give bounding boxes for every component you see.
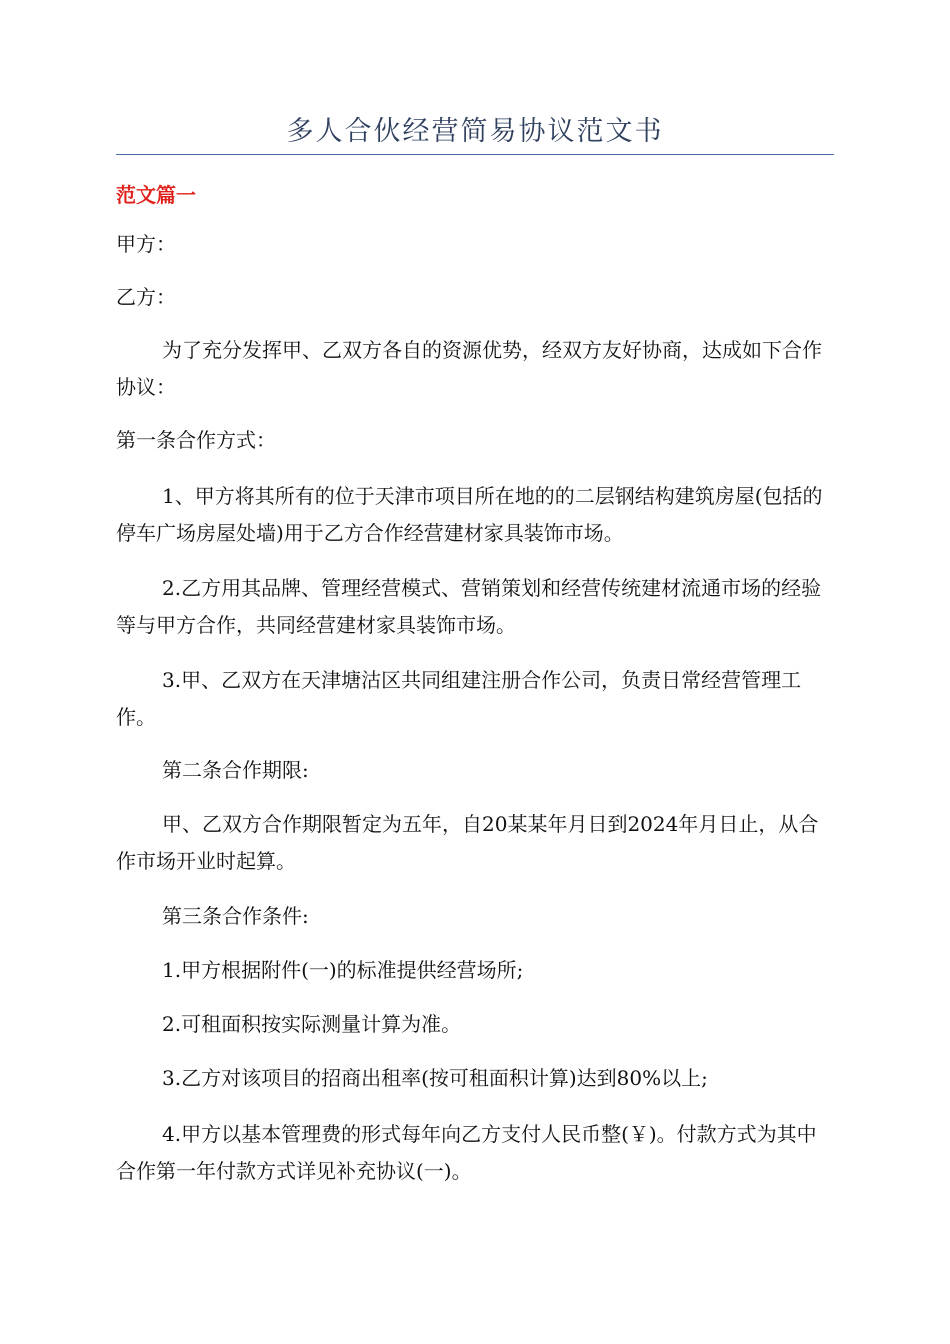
article-1-item-1: 1、甲方将其所有的位于天津市项目所在地的的二层钢结构建筑房屋(包括的停车广场房屋处墙)用于乙方合作经营建材家具装饰市场。 [116,484,823,545]
section-heading: 范文篇一 [116,183,196,207]
title-divider [116,154,834,155]
article-1-item-3: 3.甲、乙双方在天津塘沽区共同组建注册合作公司，负责日常经营管理工作。 [116,668,802,729]
article-1-heading: 第一条合作方式： [116,428,276,452]
party-b-label: 乙方： [116,285,176,309]
article-3-item-3: 3.乙方对该项目的招商出租率(按可租面积计算)达到80%以上; [162,1066,708,1090]
article-2-body: 甲、乙双方合作期限暂定为五年，自20某某年月日到2024年月日止，从合作市场开业时起算。 [116,812,819,873]
article-3-item-4: 4.甲方以基本管理费的形式每年向乙方支付人民币整(￥)。付款方式为其中合作第一年付款方式详见补充协议(一)。 [116,1122,817,1183]
party-a-label: 甲方： [116,232,176,256]
document-title: 多人合伙经营简易协议范文书 [286,116,664,147]
article-1-item-2: 2.乙方用其品牌、管理经营模式、营销策划和经营传统建材流通市场的经验等与甲方合作，共同经营建材家具装饰市场。 [116,576,822,637]
article-2-heading: 第二条合作期限: [162,758,309,782]
article-3-item-1: 1.甲方根据附件(一)的标准提供经营场所; [162,958,524,982]
article-3-item-2: 2.可租面积按实际测量计算为准。 [162,1012,462,1036]
article-3-heading: 第三条合作条件: [162,904,309,928]
preamble-paragraph: 为了充分发挥甲、乙双方各自的资源优势，经双方友好协商，达成如下合作协议： [116,338,822,399]
